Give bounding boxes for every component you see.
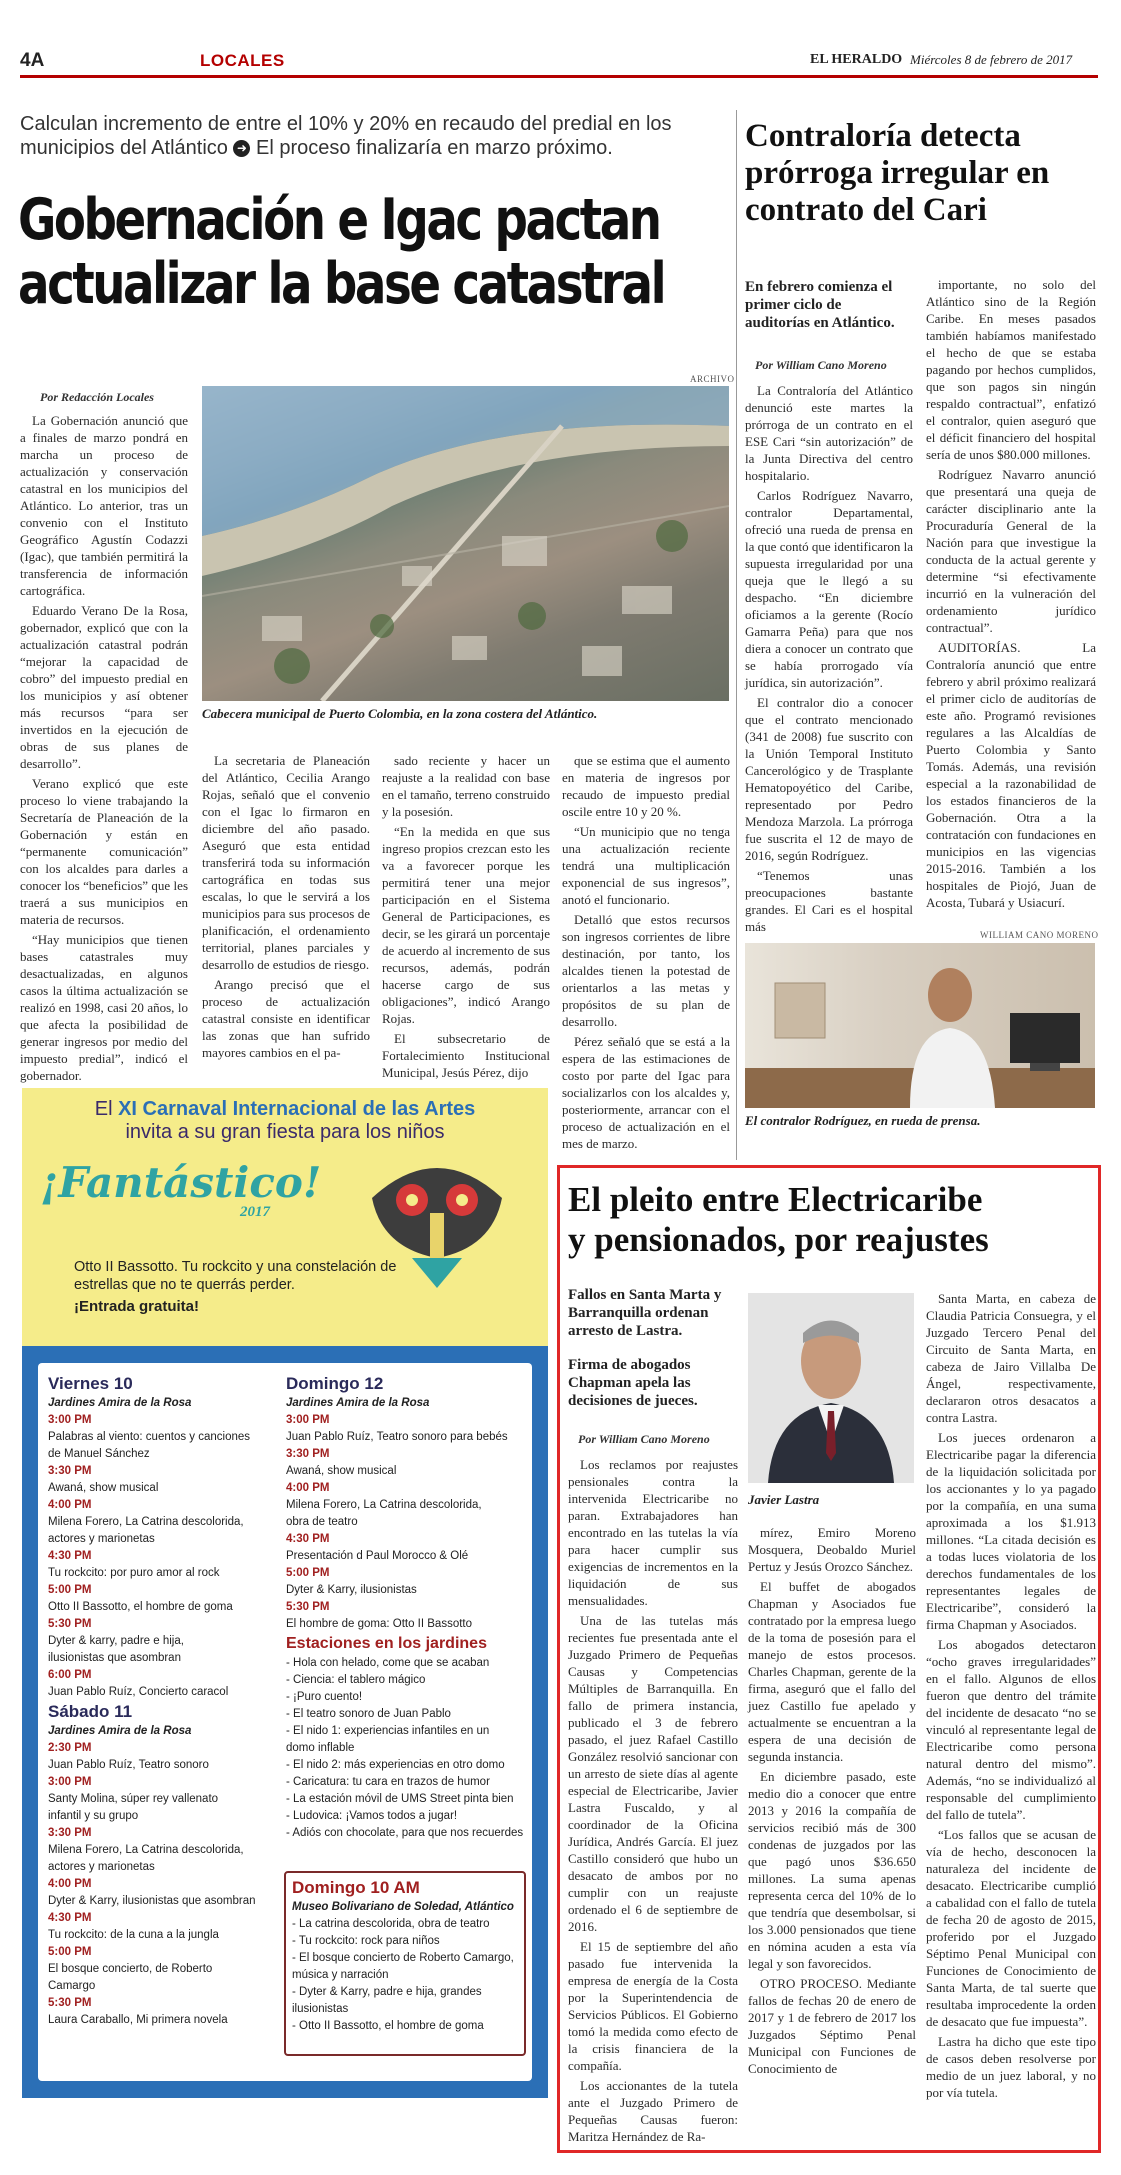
newspaper-name: EL HERALDO: [810, 52, 903, 67]
story1-column4: [562, 752, 730, 1155]
ad-event-item: Presentación d Paul Morocco & Olé: [286, 1550, 469, 1562]
aerial-illustration: [202, 386, 729, 701]
column-divider: [736, 110, 737, 1160]
ad-title-em: XI Carnaval Internacional de las Artes: [118, 1098, 476, 1120]
story1-c1-p1: La Gobernación anunció que a finales de marzo pondrá en marcha un proceso de actualización y conservación catastral en los municipios del Atlántico. Lo anterior, tras un convenio con el Instituto Geográfico Agustín Codazzi (Igac), que también permitirá la transferencia de información cartográfica.: [20, 413, 188, 598]
ad-time-item: 4:30 PM: [286, 1533, 330, 1545]
arrow-icon: ➜: [233, 140, 250, 157]
ad-event-item: Otto II Bassotto, el hombre de goma: [48, 1601, 233, 1613]
ad-logo: [40, 1158, 340, 1248]
ad-top-panel: [22, 1088, 548, 1346]
story3-c3-p5: Lastra ha dicho que este tipo de casos deben resolverse por medio de un juez laboral, y no por vía tutela.: [926, 2034, 1096, 2100]
ad-bl-item: ilusionistas: [292, 2003, 349, 2015]
ad-time-item: 4:30 PM: [48, 1550, 92, 1562]
ad-event-item: actores y marionetas: [48, 1861, 155, 1873]
issue-date: Miércoles 8 de febrero de 2017: [910, 52, 1073, 67]
story3-headline-line2: y pensionados, por reajustes: [568, 1220, 989, 1259]
story2-byline: Por William Cano Moreno: [755, 358, 887, 372]
ad-time-item: 5:30 PM: [48, 1997, 92, 2009]
ad-bl-item: - El nido 2: más experiencias en otro domo: [286, 1759, 505, 1771]
story3-c1-p1: Los reclamos por reajustes pensionales contra la intervenida Electricaribe no paran. Extrabajadores han encontrado en las tutelas la vía para hacer cumplir sus exigencias de incrementos en la liquidación de sus mensualidades.: [568, 1457, 738, 1608]
story2-photo-caption: El contralor Rodríguez, en rueda de prensa.: [745, 1113, 981, 1128]
story1-c4-p1: que se estima que el aumento en materia de ingresos por recaudo de impuesto predial oscile entre 10 y 20 %.: [562, 753, 730, 819]
story3-c1-p4: Los accionantes de la tutela ante el Juzgado Primero de Pequeñas Causas fueron: Maritza Hernández de Ra-: [568, 2078, 738, 2144]
story1-c1-p3: Verano explicó que este proceso lo viene trabajando la Secretaría de Planeación de la Gobernación y están en “permanente comunicación” con los alcaldes para darles a conocer los “beneficios” que les traerá a sus municipios en materia de recursos.: [20, 776, 188, 927]
story1-column1: [20, 412, 188, 1087]
ad-title-line2: invita a su gran fiesta para los niños: [125, 1121, 445, 1143]
ad-venue-item: Museo Bolivariano de Soledad, Atlántico: [292, 1901, 514, 1913]
story1-c2-p2: Arango precisó que el proceso de actualización catastral consiste en identificar las zonas que han sufrido mayores cambios en el pa-: [202, 977, 370, 1060]
ad-venue-item: Jardines Amira de la Rosa: [48, 1397, 192, 1409]
ad-sect-item: Estaciones en los jardines: [286, 1635, 487, 1652]
story3-column1: [568, 1456, 738, 2148]
story2-photo-credit: WILLIAM CANO MORENO: [980, 930, 1099, 940]
ad-event-item: Milena Forero, La Catrina descolorida,: [286, 1499, 482, 1511]
story2-c2-p3: AUDITORÍAS. La Contraloría anunció que entre febrero y abril próximo realizará el primer ciclo de auditorías de este año. Programó revisiones regulares a las Alcaldías de Puerto Colombia y Santo Tomás. Además, una revisión especial a la razonabilidad de los estados financieros de la Gobernación. Otra a la contratación con fundaciones en municipios en las vigencias 2015-2016. También a los hospitales de Piojó, Juan de Acosta, Tubará y Usiacurí.: [926, 640, 1096, 910]
ad-schedule-panel: [38, 1363, 532, 2081]
story3-c2-p1: mírez, Emiro Moreno Mosquera, Deobaldo Muriel Pertuz y Jesús Orozco Sánchez.: [748, 1525, 916, 1574]
ad-museum-box: [284, 1871, 526, 2056]
story1-photo-caption: Cabecera municipal de Puerto Colombia, en la zona costera del Atlántico.: [202, 706, 598, 721]
ad-event-item: Juan Pablo Ruíz, Concierto caracol: [48, 1686, 229, 1698]
ad-event-item: Laura Caraballo, Mi primera novela: [48, 2014, 228, 2026]
story3-c2-p3: En diciembre pasado, este medio dio a conocer que entre 2013 y 2016 la compañía de servicios recibió más de 300 condenas de juzgados por las que pagó unos $36.650 millones. La suma apenas representa cerca del 10% de lo que tendría que desembolsar, si los 3.000 pensionados que tiene en nómina acuden a esta vía legal y son favorecidos.: [748, 1769, 916, 1971]
story3-c3-p1: Santa Marta, en cabeza de Claudia Patricia Consuegra, y el Juzgado Tercero Penal del Circuito de Santa Marta, en cabeza de Jairo Villalba De Ángel, respectivamente, declararon otros desacatos a contra Lastra.: [926, 1291, 1096, 1425]
ad-bl-item: - Hola con helado, come que se acaban: [286, 1657, 490, 1669]
ad-time-item: 3:00 PM: [48, 1414, 92, 1426]
story3-column2: [748, 1524, 916, 2080]
story1-c4-p3: Detalló que estos recursos son ingresos corrientes de libre destinación, por tanto, los alcaldes tienen la potestad de orientarlos a las metas y propósitos de su plan de desarrollo.: [562, 912, 730, 1029]
ad-bl-item: - Otto II Bassotto, el hombre de goma: [292, 2020, 484, 2032]
story1-c4-p2: “Un municipio que no tenga una actualización reciente tendrá una multiplicación exponencial de sus ingresos”, anotó el funcionario.: [562, 824, 730, 907]
ad-event-item: Dyter & karry, padre e hija,: [48, 1635, 184, 1647]
story2-c1-p1: La Contraloría del Atlántico denunció este martes la prórroga de un contrato en el ESE Cari “sin autorización” de la Junta Directiva del centro hospitalario.: [745, 383, 913, 483]
ad-time-item: 2:30 PM: [48, 1742, 92, 1754]
ad-event-item: obra de teatro: [286, 1516, 358, 1528]
ad-schedule-right: [286, 1373, 526, 1842]
ad-day-item: Viernes 10: [48, 1374, 133, 1393]
ad-bl-item: - La catrina descolorida, obra de teatro: [292, 1918, 490, 1930]
ad-time-item: 3:30 PM: [286, 1448, 330, 1460]
ad-event-item: El hombre de goma: Otto II Bassotto: [286, 1618, 473, 1630]
ad-bl-item: música y narración: [292, 1969, 389, 1981]
story3-headline: [568, 1180, 1098, 1260]
ad-event-item: Milena Forero, La Catrina descolorida,: [48, 1516, 244, 1528]
story1-c2-p1: La secretaria de Planeación del Atlántico, Cecilia Arango Rojas, señaló que el convenio con el Igac lo firmaron en diciembre del año pasado. Aseguró que esta entidad transferirá toda su información cartográfica en todas sus escalas, lo que le servirá a los municipios para sus procesos de planificación, el ordenamiento territorial, planes parciales y desarrollo de estudios de riesgo.: [202, 753, 370, 972]
story2-kicker: En febrero comienza el primer ciclo de auditorías en Atlántico.: [745, 279, 895, 331]
story2-c1-p2: Carlos Rodríguez Navarro, contralor Departamental, ofreció una rueda de prensa en la que contó que identificaron la supuesta irregularidad por una queja que le llegó a su despacho. “En diciembre oficiamos a la gerente (Rocío Gamarra Peña) para que nos diera a conocer un contrato que se había prorrogado vía jurídica, sin autorización”.: [745, 488, 913, 690]
ad-bl-item: - Adiós con chocolate, para que nos recuerdes: [286, 1827, 524, 1839]
ad-schedule-left: [48, 1373, 273, 2029]
story1-column3: [382, 752, 550, 1084]
story2-headline: Contraloría detecta prórroga irregular en contrato del Cari: [745, 118, 1050, 228]
ad-event-item: El bosque concierto, de Roberto: [48, 1963, 213, 1975]
ad-event-item: Tu rockcito: por puro amor al rock: [48, 1567, 220, 1579]
story1-c4-p4: Pérez señaló que se está a la espera de las estimaciones de costo por parte del Igac para socializarlos con los alcaldes y, posteriormente, arrancar con el proceso de actualización en el mes de marzo.: [562, 1034, 730, 1151]
story2-c1-p4: “Tenemos unas preocupaciones bastante grandes. El Cari es el hospital más: [745, 868, 913, 934]
lastra-illustration: [748, 1293, 914, 1483]
story3-c2-p2: El buffet de abogados Chapman y Asociados fue contratado por la empresa luego de la toma de posesión para el manejo de estos procesos. Charles Chapman, gerente de la firma, aseguró que el fallo del juez Castillo fue apelado y actualmente se encuentran a la espera de una decisión de segunda instancia.: [748, 1579, 916, 1764]
ad-event-item: Santy Molina, súper rey vallenato: [48, 1793, 219, 1805]
ad-venue-item: Jardines Amira de la Rosa: [286, 1397, 430, 1409]
ad-venue-item: Jardines Amira de la Rosa: [48, 1725, 192, 1737]
ad-event-item: infantil y su grupo: [48, 1810, 139, 1822]
page-number: 4A: [20, 50, 45, 71]
contralor-illustration: [745, 943, 1095, 1108]
story1-c3-p3: El subsecretario de Fortalecimiento Institucional Municipal, Jesús Pérez, dijo: [382, 1031, 550, 1080]
ad-logo-year: 2017: [240, 1204, 270, 1220]
ad-time-item: 3:00 PM: [48, 1776, 92, 1788]
story3-headline-line1: El pleito entre Electricaribe: [568, 1180, 983, 1219]
ad-event-item: Dyter & Karry, ilusionistas: [286, 1584, 417, 1596]
ad-time-item: 4:30 PM: [48, 1912, 92, 1924]
ad-time-item: 5:30 PM: [48, 1618, 92, 1630]
ad-bl-item: - El teatro sonoro de Juan Pablo: [286, 1708, 451, 1720]
ad-subtitle: Otto II Bassotto. Tu rockcito y una constelación de estrellas que no te querrás perder.: [74, 1259, 397, 1293]
ad-event-item: ilusionistas que asombran: [48, 1652, 181, 1664]
story2-photo-contralor: [745, 943, 1095, 1108]
carnival-ad: [22, 1088, 548, 2098]
story1-c3-p2: “En la medida en que sus ingreso propios crezcan esto les va a favorecer porque les permitirá tener una mejor participación en el Sistema General de Participaciones, es decir, se les girará un porcentaje de acuerdo al incremento de sus recursos, además, podrán hacerse cargo de sus obligaciones”, indicó Arango Rojas.: [382, 824, 550, 1026]
ad-time-item: 6:00 PM: [48, 1669, 92, 1681]
ad-bl-item: - ¡Puro cuento!: [286, 1691, 363, 1703]
story1-c1-p2: Eduardo Verano De la Rosa, gobernador, explicó que con la actualización catastral podrán “mejorar la capacidad de cobro” del impuesto predial en los municipios y así obtener más recursos “para ser invertidos en la ejecución de obras de sus planes de desarrollo”.: [20, 603, 188, 771]
story2-column2: [926, 276, 1096, 914]
story1-c3-p1: sado reciente y hacer un reajuste a la realidad con base en el tamaño, terreno construido y la posesión.: [382, 753, 550, 819]
ad-event-item: Juan Pablo Ruíz, Teatro sonoro para bebés: [286, 1431, 508, 1443]
story3-c3-p2: Los jueces ordenaron a Electricaribe pagar la diferencia de la liquidación solicitada por los accionantes y lo ya pagado por la compañía, en una suma aproximada a los $1.913 millones. “La citada decisión es a todas luces violatoria de los derechos fundamentales de los representantes legales de Electricaribe”, consideró la firma Chapman y Asociados.: [926, 1430, 1096, 1632]
ad-event-item: Juan Pablo Ruíz, Teatro sonoro: [48, 1759, 209, 1771]
story1-deck-text2: El proceso finalizaría en marzo próximo.: [256, 137, 613, 159]
ad-time-item: 4:00 PM: [48, 1499, 92, 1511]
ad-bl-item: - Ciencia: el tablero mágico: [286, 1674, 426, 1686]
story3-column3: [926, 1290, 1096, 2104]
ad-bl-item: - Caricatura: tu cara en trazos de humor: [286, 1776, 490, 1788]
story1-c1-p4: “Hay municipios que tienen bases catastrales muy desactualizadas, en algunos casos la última actualización se realizó en 1998, casi 20 años, lo que afecta la posibilidad de generar ingresos por medio del impuesto predial”, indicó el gobernador.: [20, 932, 188, 1083]
ad-time-item: 3:30 PM: [48, 1827, 92, 1839]
story3-kicker1: Fallos en Santa Marta y Barranquilla ordenan arresto de Lastra.: [568, 1287, 722, 1339]
ad-event-item: actores y marionetas: [48, 1533, 155, 1545]
ad-bl-item: - El bosque concierto de Roberto Camargo,: [292, 1952, 514, 1964]
ad-bl-item: domo inflable: [286, 1742, 355, 1754]
story3-c3-p4: “Los fallos que se acusan de vía de hecho, desconocen la naturaleza del incidente de desacato. Electricaribe cumplió a cabalidad con el fallo de tutela de fecha 20 de agosto de 2015, proferido por el Juzgado Séptimo Penal Municipal con Funciones de Conocimiento de Santa Marta, de tal suerte que resultaba improcedente la orden de desacato que fue impuesta”.: [926, 1827, 1096, 2029]
ad-event-item: Palabras al viento: cuentos y canciones: [48, 1431, 251, 1443]
story3-c3-p3: Los abogados detectaron “ocho graves irregularidades” en el fallo. Algunos de ellos fueron que dentro del trámite del incidente de desacato “no se vinculó al representante legal de Electricaribe como persona natural dentro del mismo”. Además, “no se individualizó al responsable del cumplimiento del fallo de tutela”.: [926, 1637, 1096, 1822]
ad-event-item: Dyter & Karry, ilusionistas que asombran: [48, 1895, 256, 1907]
ad-time-item: 4:00 PM: [48, 1878, 92, 1890]
ad-bl-item: - El nido 1: experiencias infantiles en un: [286, 1725, 490, 1737]
story1-headline-line1: Gobernación e Igac pactan: [18, 187, 660, 253]
ad-time-item: 3:00 PM: [286, 1414, 330, 1426]
story2-column1: [745, 382, 913, 938]
ad-bl-item: - Tu rockcito: rock para niños: [292, 1935, 440, 1947]
ad-event-item: Milena Forero, La Catrina descolorida,: [48, 1844, 244, 1856]
story2-c2-p1: importante, no solo del Atlántico sino de la Región Caribe. En meses pasados también habíamos manifestado el hecho de que se estaba pagando por hechos cumplidos, que son pagos sin ningún respaldo contractual”, enfatizó el contralor, quien aseguró que el déficit financiero del hospital sería de unos $80.000 millones.: [926, 277, 1096, 462]
story2-c2-p2: Rodríguez Navarro anunció que presentará una queja de carácter disciplinario ante la Procuraduría General de la Nación para que investigue la conducta de la actual gerente y determine “si efectivamente incurrió en la vulneración del ordenamiento jurídico contractual”.: [926, 467, 1096, 635]
ad-bl-item: - La estación móvil de UMS Street pinta bien: [286, 1793, 514, 1805]
story1-byline: Por Redacción Locales: [40, 390, 154, 404]
story3-photo-lastra: [748, 1293, 914, 1483]
ad-time-item: 4:00 PM: [286, 1482, 330, 1494]
story3-byline: Por William Cano Moreno: [578, 1432, 710, 1446]
story3-c1-p3: El 15 de septiembre del año pasado fue intervenida la empresa de energía de la Costa por la Superintendencia de Servicios Públicos. El Gobierno tomó la medida como efecto de la crisis financiera de la compañía.: [568, 1939, 738, 2073]
story1-deck-text: Calculan incremento de entre el 10% y 20% en recaudo del predial en los municipios del Atlántico: [20, 113, 672, 159]
story1-headline: [18, 187, 665, 317]
header-rule: [20, 75, 1098, 78]
ad-event-item: Awaná, show musical: [48, 1482, 159, 1494]
story3-c1-p2: Una de las tutelas más recientes fue presentada ante el Juzgado Primero de Pequeñas Causas y Competencias Múltiples de Barranquilla. En fallo de primera instancia, publicado el 3 de febrero pasado, el juez Rafael Castillo González resolvió sancionar con un arresto de siete días al agente especial de Electricaribe, Javier Lastra Fuscaldo, y al coordinador de la Oficina Jurídica, Andrés García. El juez Castillo consideró que hubo un desacato de ambos por no cumplir con un reajuste ordenado el 6 de septiembre de 2016.: [568, 1613, 738, 1934]
story3-kicker2: Firma de abogados Chapman apela las decisiones de jueces.: [568, 1357, 698, 1409]
ad-event-item: Camargo: [48, 1980, 96, 1992]
story1-headline-line2: actualizar la base catastral: [18, 251, 665, 317]
ad-time-item: 5:00 PM: [48, 1584, 92, 1596]
ad-free-entry: ¡Entrada gratuita!: [74, 1298, 200, 1315]
ad-event-item: de Manuel Sánchez: [48, 1448, 150, 1460]
ad-boxday-item: Domingo 10 AM: [292, 1878, 420, 1897]
ad-bl-item: - Dyter & Karry, padre e hija, grandes: [292, 1986, 482, 1998]
ad-day-item: Sábado 11: [48, 1702, 133, 1721]
section-name: LOCALES: [200, 51, 285, 70]
story3-c2-p4: OTRO PROCESO. Mediante fallos de fechas 20 de enero de 2017 y 1 de febrero de 2017 los Juzgados Séptimo Penal Municipal con Funciones de Conocimiento de: [748, 1976, 916, 2076]
story1-photo-aerial: [202, 386, 729, 701]
story1-deck: [20, 112, 720, 160]
ad-time-item: 5:30 PM: [286, 1601, 330, 1613]
story1-photo-credit: ARCHIVO: [690, 374, 735, 384]
story3-photo-caption: Javier Lastra: [748, 1492, 820, 1507]
story2-c1-p3: El contralor dio a conocer que el contrato mencionado (341 de 2008) fue suscrito con la Unión Temporal Instituto Cancerológico y de Trasplante Hematopoyético del Caribe, representado por Pedro Mendoza Marzola. La prórroga fue suscrita el 12 de mayo de 2016, según Rodríguez.: [745, 695, 913, 863]
ad-title-pre: El: [94, 1098, 119, 1120]
page-header: [20, 48, 1098, 74]
ad-event-item: Tu rockcito: de la cuna a la jungla: [48, 1929, 219, 1941]
ad-time-item: 5:00 PM: [48, 1946, 92, 1958]
ad-bl-item: - Ludovica: ¡Vamos todos a jugar!: [286, 1810, 458, 1822]
ad-logo-text: ¡Fantástico!: [40, 1158, 322, 1207]
ad-day-item: Domingo 12: [286, 1374, 384, 1393]
ad-time-item: 5:00 PM: [286, 1567, 330, 1579]
story1-column2: [202, 752, 370, 1064]
ad-event-item: Awaná, show musical: [286, 1465, 397, 1477]
ad-time-item: 3:30 PM: [48, 1465, 92, 1477]
